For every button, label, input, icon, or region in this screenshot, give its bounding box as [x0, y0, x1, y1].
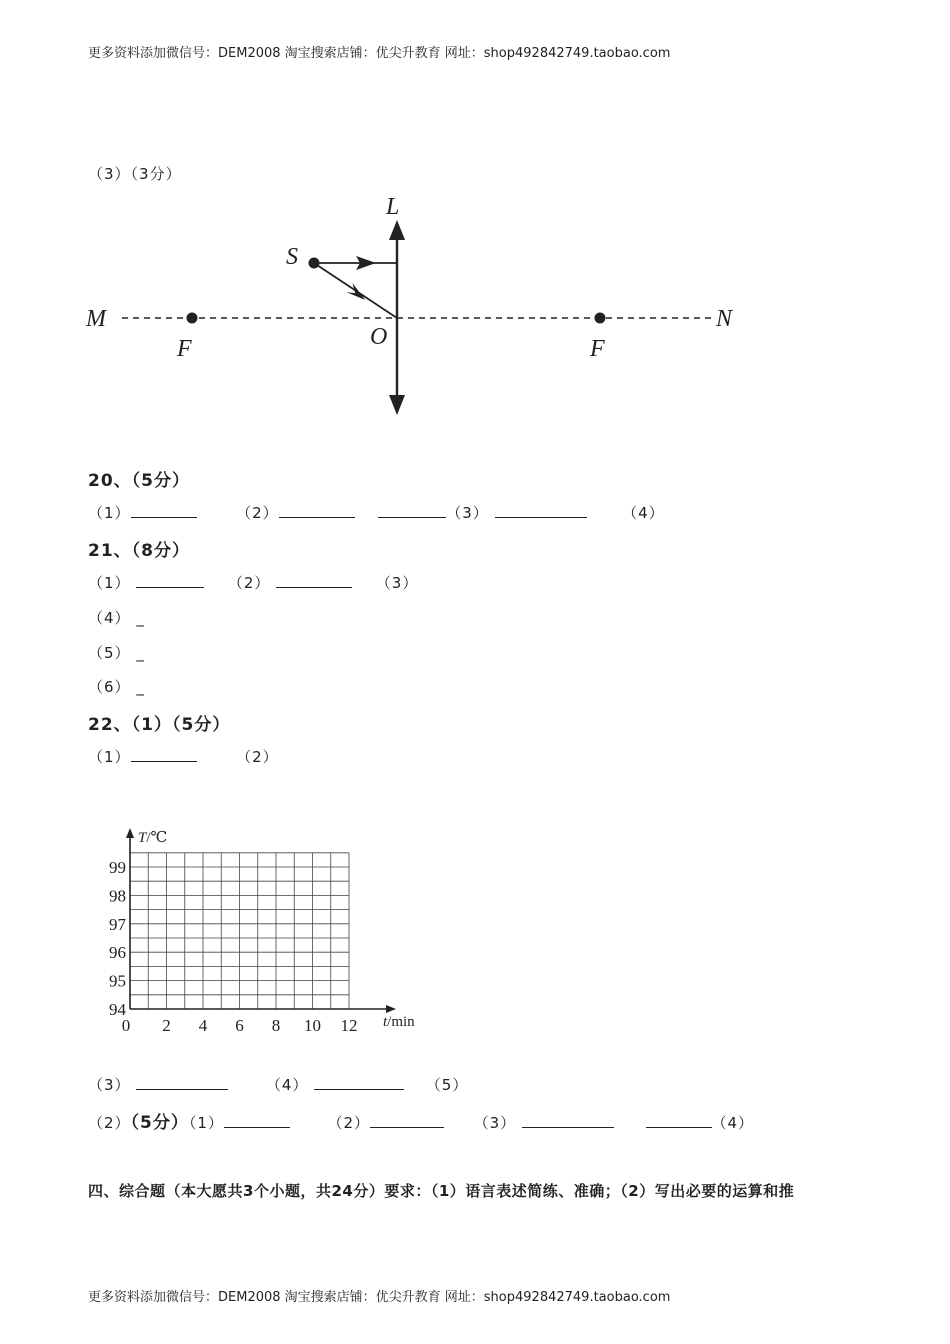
y-tick-label: 99 [109, 858, 126, 877]
q20-p2: （2） [236, 504, 279, 522]
q22-part2-row [88, 1108, 754, 1133]
blank[interactable] [131, 747, 197, 762]
page-header: 更多资料添加微信号：DEM2008 淘宝搜索店铺：优尖升教育 网址：shop492842749.taobao.com [88, 46, 671, 61]
label-l: L [386, 194, 400, 220]
q19-part3-label: （3）（3分） [88, 165, 182, 183]
lens-arrow-down [389, 395, 405, 415]
q21-p1: （1） [88, 574, 131, 592]
blank[interactable] [314, 1075, 404, 1090]
q21-p6: （6） [88, 678, 131, 696]
page-footer: 更多资料添加微信号：DEM2008 淘宝搜索店铺：优尖升教育 网址：shop492842749.taobao.com [88, 1290, 671, 1305]
y-tick-label: 95 [109, 971, 126, 991]
blank[interactable] [522, 1113, 614, 1128]
lens-diagram [80, 190, 760, 425]
q21-row1 [88, 572, 418, 593]
q22-part2-prefix: （2） [88, 1114, 131, 1132]
q22-p4: （4） [265, 1076, 309, 1094]
x-tick-label: 0 [121, 1016, 131, 1035]
q20-p4: （4） [622, 504, 665, 522]
y-tick-label: 96 [109, 943, 126, 963]
x-tick-label: 8 [271, 1016, 281, 1035]
q22-part2-p2: （2） [327, 1114, 371, 1132]
q22-part2-p4: （4） [711, 1114, 755, 1132]
focal-point-left [187, 313, 198, 324]
blank[interactable] [646, 1113, 712, 1128]
q20-p1: （1） [88, 504, 131, 522]
q21-row4 [88, 607, 145, 628]
x-axis-label: t/min [383, 1014, 415, 1030]
q22-title: 22、（1）（5分） [88, 715, 231, 735]
label-f-right: F [590, 336, 605, 362]
y-tick-label: 98 [109, 886, 126, 906]
x-tick-label: 10 [304, 1016, 321, 1035]
q21-p6-blank: _ [136, 678, 145, 696]
blank[interactable] [131, 503, 197, 518]
q22-p2: （2） [236, 748, 279, 766]
q21-row6 [88, 676, 145, 697]
y-tick-label: 97 [109, 914, 126, 934]
q21-row5 [88, 642, 145, 663]
x-tick-label: 6 [235, 1016, 244, 1035]
x-tick-label: 12 [340, 1016, 358, 1035]
q22-part2-p1: （1） [188, 1114, 224, 1132]
y-axis-label: T/℃ [138, 830, 168, 846]
q20-p3: （3） [446, 504, 489, 522]
section4-heading: 四、综合题（本大愿共3个小题，共24分）要求：（1）语言表述简练、准确；（2）写出必要的运算和推 [88, 1182, 795, 1200]
q22-p3: （3） [88, 1076, 131, 1094]
label-s: S [286, 244, 298, 270]
label-m: M [86, 306, 106, 332]
q22-row3 [88, 1074, 468, 1095]
q20-title: 20、（5分） [88, 471, 190, 491]
x-axis-arrow [386, 1005, 396, 1013]
blank[interactable] [370, 1113, 444, 1128]
focal-point-right [595, 313, 606, 324]
q20-row1 [88, 502, 665, 523]
x-tick-label: 4 [198, 1016, 208, 1035]
label-n: N [716, 306, 733, 332]
q21-title: 21、（8分） [88, 541, 190, 561]
q22-row1 [88, 746, 279, 767]
q22-p5: （5） [425, 1076, 469, 1094]
label-f-left: F [177, 336, 192, 362]
x-tick-label: 2 [162, 1016, 171, 1035]
y-tick-label: 94 [109, 1000, 126, 1019]
blank[interactable] [378, 503, 446, 518]
blank[interactable] [495, 503, 587, 518]
q21-p5: （5） [88, 644, 131, 662]
q21-p3: （3） [375, 574, 419, 592]
q21-p5-blank: _ [136, 644, 145, 662]
lens-arrow-up [389, 220, 405, 240]
temperature-grid-chart [96, 820, 436, 1045]
q21-p4-blank: _ [136, 609, 145, 627]
label-o: O [370, 324, 388, 350]
q22-part2-p3: （3） [473, 1114, 517, 1132]
q21-p4: （4） [88, 609, 131, 627]
q21-p2: （2） [227, 574, 271, 592]
q22-part2-score: （5分） [130, 1113, 189, 1133]
q22-p1: （1） [88, 748, 131, 766]
blank[interactable] [279, 503, 355, 518]
blank[interactable] [136, 573, 204, 588]
blank[interactable] [276, 573, 352, 588]
blank[interactable] [136, 1075, 228, 1090]
blank[interactable] [224, 1113, 290, 1128]
y-axis-arrow [126, 828, 134, 838]
